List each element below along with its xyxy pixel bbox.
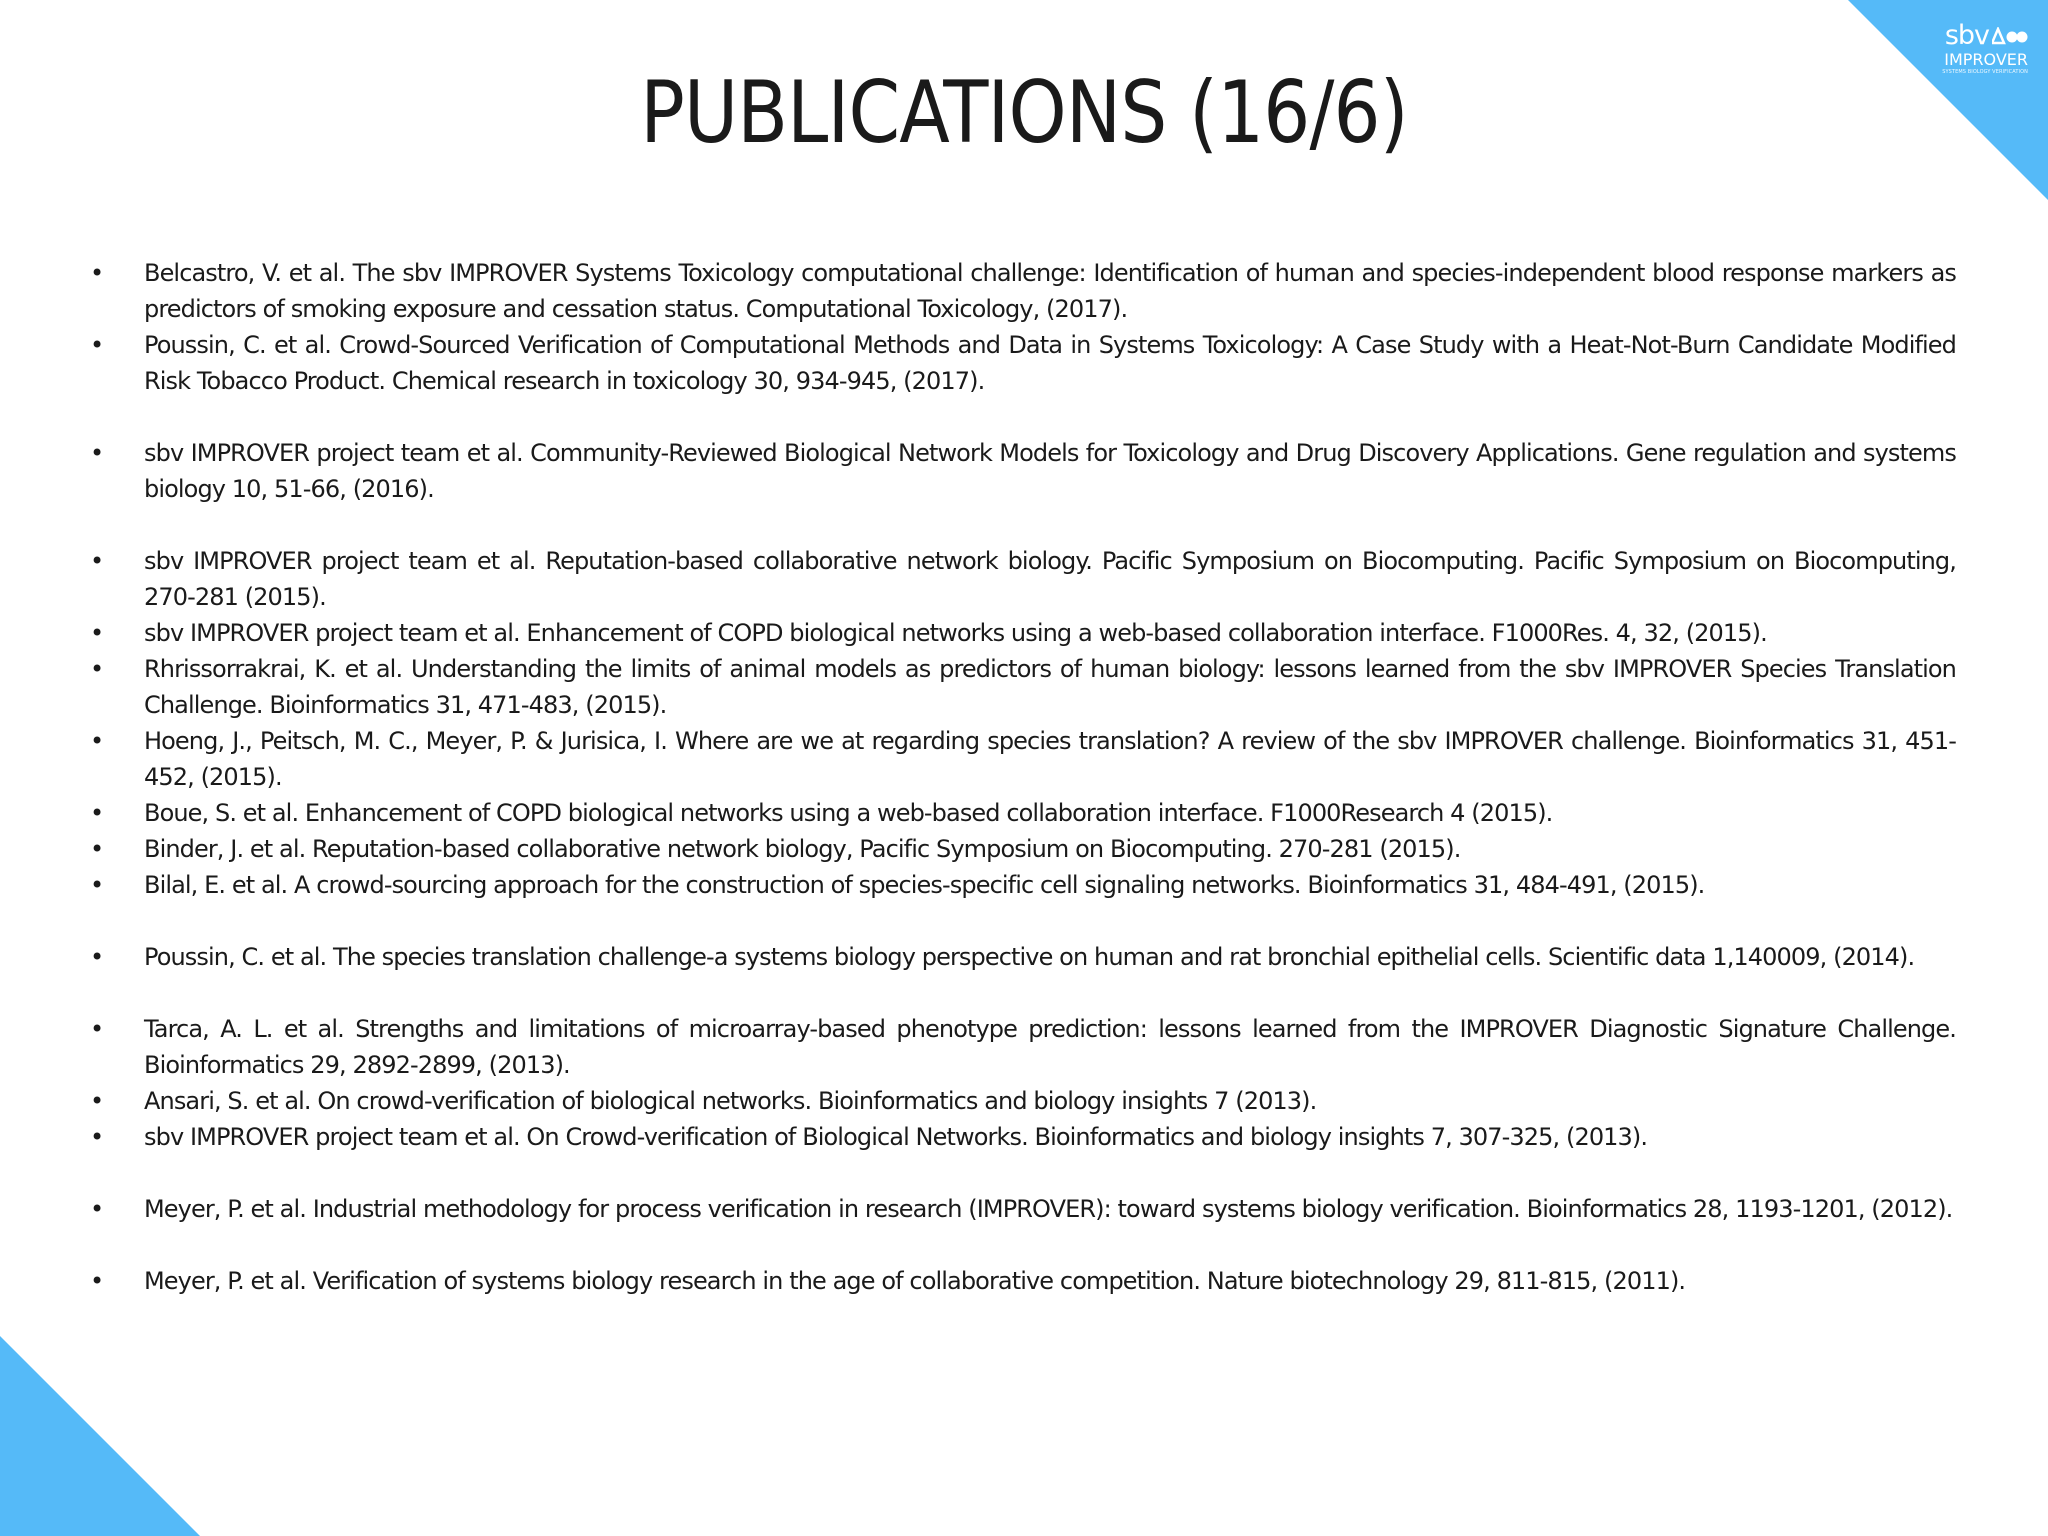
publication-item: • Poussin, C. et al. Crowd-Sourced Verification of Computational Methods and Data in Systems Toxicology: A Case Study with a Heat-Not-Burn Candidate Modified Risk Tobacco Product. Chemical research in toxicology 30, 934-945, (2017). [90,327,1956,399]
publication-item: • Bilal, E. et al. A crowd-sourcing approach for the construction of species-specific cell signaling networks. Bioinformatics 31, 484-491, (2015). [90,867,1956,903]
logo-brand: sbv [1944,20,1989,51]
publication-item: • sbv IMPROVER project team et al. Community-Reviewed Biological Network Models for Toxicology and Drug Discovery Applications. Gene regulation and systems biology 10, 51-66, (2016). [90,435,1956,507]
publication-item: • sbv IMPROVER project team et al. Enhancement of COPD biological networks using a web-based collaboration interface. F1000Res. 4, 32, (2015). [90,615,1956,651]
publication-item: • Boue, S. et al. Enhancement of COPD biological networks using a web-based collaboration interface. F1000Research 4 (2015). [90,795,1956,831]
logo-name: IMPROVER [1944,50,2028,69]
publication-item: • Ansari, S. et al. On crowd-verification of biological networks. Bioinformatics and biology insights 7 (2013). [90,1083,1956,1119]
publication-item: • Poussin, C. et al. The species translation challenge-a systems biology perspective on human and rat bronchial epithelial cells. Scientific data 1,140009, (2014). [90,939,1956,975]
publication-item: • Hoeng, J., Peitsch, M. C., Meyer, P. & Jurisica, I. Where are we at regarding species translation? A review of the sbv IMPROVER challenge. Bioinformatics 31, 451-452, (2015). [90,723,1956,795]
logo-mark-icon [1992,27,2028,45]
corner-decoration-bottom-left [0,1336,200,1536]
publication-item: • Belcastro, V. et al. The sbv IMPROVER Systems Toxicology computational challenge: Identification of human and species-independent blood response markers as predictors of smoking exposure and cessation status. Computational Toxicology, (2017). [90,255,1956,327]
publication-list [90,255,1956,1299]
publication-item: • sbv IMPROVER project team et al. On Crowd-verification of Biological Networks. Bioinformatics and biology insights 7, 307-325, (2013). [90,1119,1956,1155]
publication-item: • Meyer, P. et al. Verification of systems biology research in the age of collaborative competition. Nature biotechnology 29, 811-815, (2011). [90,1263,1956,1299]
sbv-improver-logo [1928,22,2028,76]
publication-item: • Rhrissorrakrai, K. et al. Understanding the limits of animal models as predictors of human biology: lessons learned from the sbv IMPROVER Species Translation Challenge. Bioinformatics 31, 471-483, (2015). [90,651,1956,723]
publication-item: • sbv IMPROVER project team et al. Reputation-based collaborative network biology. Pacific Symposium on Biocomputing. Pacific Symposium on Biocomputing, 270-281 (2015). [90,543,1956,615]
publication-item: • Tarca, A. L. et al. Strengths and limitations of microarray-based phenotype prediction: lessons learned from the IMPROVER Diagnostic Signature Challenge. Bioinformatics 29, 2892-2899, (2013). [90,1011,1956,1083]
publication-item: • Meyer, P. et al. Industrial methodology for process verification in research (IMPROVER): toward systems biology verification. Bioinformatics 28, 1193-1201, (2012). [90,1191,1956,1227]
logo-tagline: SYSTEMS BIOLOGY VERIFICATION [1942,69,2028,75]
page-title: PUBLICATIONS (16/6) [640,63,1408,163]
logo-wordmark [1945,22,2028,49]
publication-item: • Binder, J. et al. Reputation-based collaborative network biology, Pacific Symposium on Biocomputing. 270-281 (2015). [90,831,1956,867]
